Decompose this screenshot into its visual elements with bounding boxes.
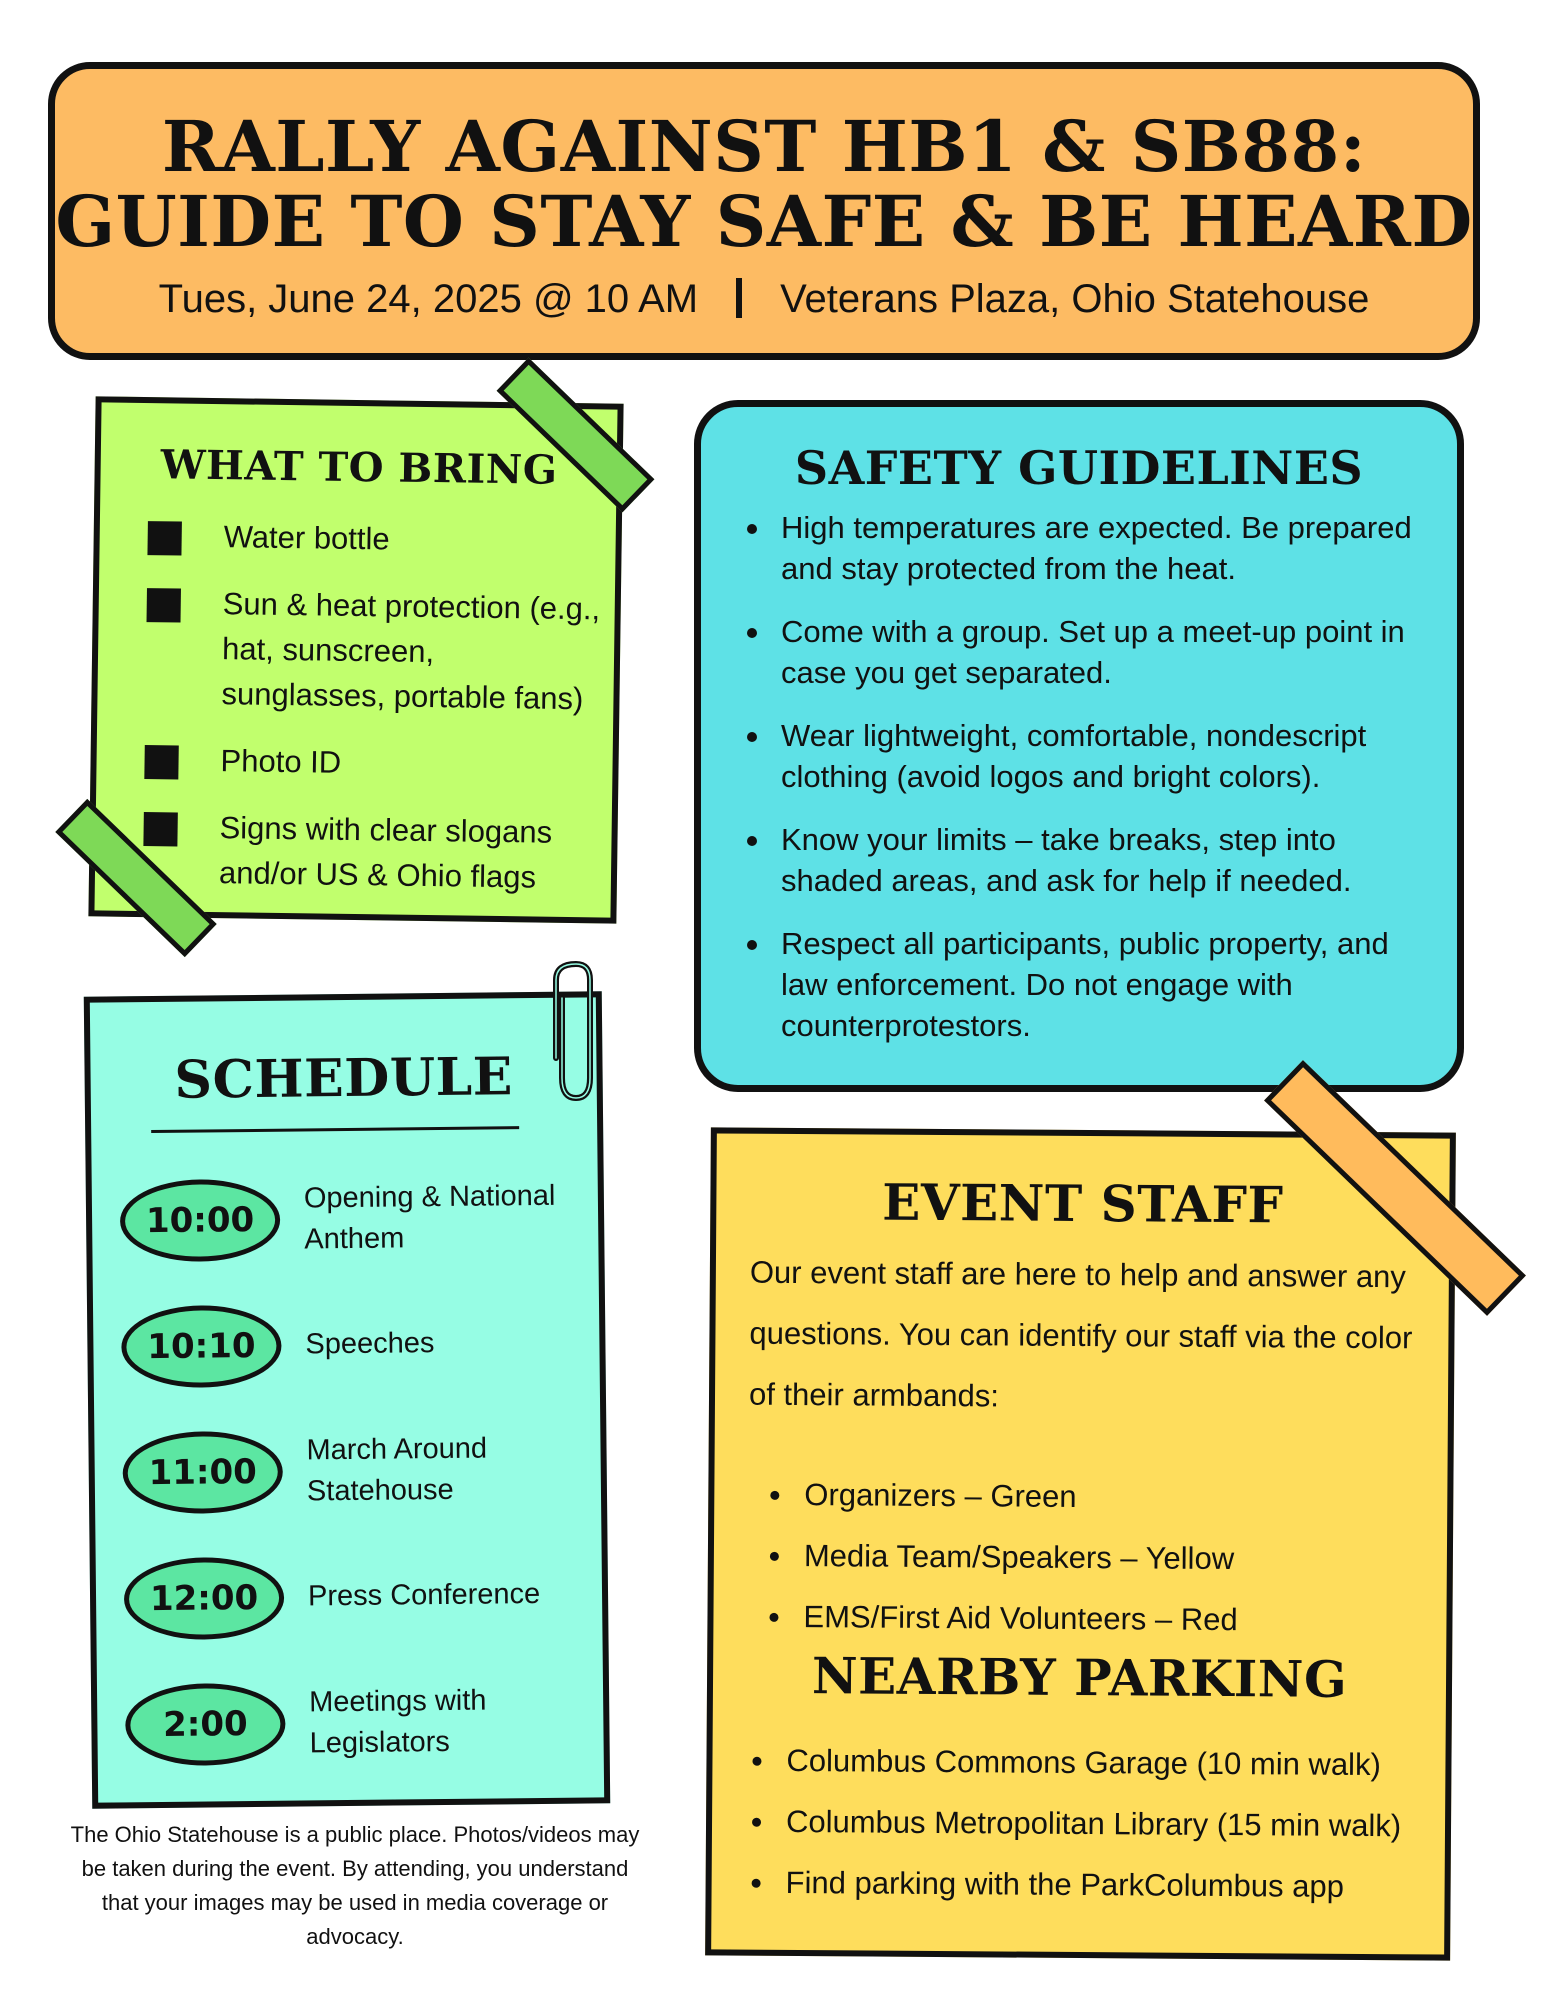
checkbox-icon xyxy=(147,588,181,622)
safety-list xyxy=(741,507,1441,1068)
schedule-slot xyxy=(124,1553,605,1648)
checkbox-icon xyxy=(143,812,177,846)
slot-label: March Around Statehouse xyxy=(306,1432,488,1508)
event-date: Tues, June 24, 2025 @ 10 AM xyxy=(158,277,699,321)
slot-label: Press Conference xyxy=(307,1577,541,1613)
bring-item xyxy=(147,513,608,564)
slot-label: Opening & National Anthem xyxy=(303,1179,556,1256)
time-pill: 10:10 xyxy=(121,1305,282,1389)
schedule-title: SCHEDULE xyxy=(174,1046,514,1111)
safety-item: Respect all participants, public property, and law enforcement. Do not engage with counterprotestors. xyxy=(741,923,1441,1046)
photo-disclaimer: The Ohio Statehouse is a public place. Photos/videos may be taken during the event. By attending, you understand that your images may be used in media coverage or advocacy. xyxy=(70,1822,640,1949)
safety-item: Wear lightweight, comfortable, nondescript clothing (avoid logos and bright colors). xyxy=(741,715,1441,797)
slot-label: Speeches xyxy=(305,1327,435,1361)
bring-item-label: Photo ID xyxy=(220,743,342,780)
schedule-slot xyxy=(122,1427,603,1522)
time-pill: 2:00 xyxy=(125,1683,286,1767)
paperclip-icon xyxy=(548,958,598,1108)
page-title-line2: GUIDE TO STAY SAFE & BE HEARD xyxy=(55,180,1473,263)
time-pill: 11:00 xyxy=(122,1431,283,1515)
event-location: Veterans Plaza, Ohio Statehouse xyxy=(780,277,1370,321)
event-staff-title: EVENT STAFF xyxy=(882,1172,1284,1235)
checkbox-icon xyxy=(144,745,178,779)
what-to-bring-card xyxy=(88,396,623,923)
armband-item: EMS/First Aid Volunteers – Red xyxy=(763,1586,1413,1652)
bring-item-label: Signs with clear slogans and/or US & Ohio flags xyxy=(218,810,553,895)
bring-item xyxy=(144,737,605,788)
time-pill: 12:00 xyxy=(124,1557,285,1641)
safety-item: Know your limits – take breaks, step into shaded areas, and ask for help if needed. xyxy=(741,819,1441,901)
safety-item: High temperatures are expected. Be prepared and stay protected from the heat. xyxy=(741,507,1441,589)
armband-list xyxy=(763,1464,1414,1652)
safety-guidelines-card xyxy=(694,400,1464,1092)
schedule-slot xyxy=(120,1175,601,1270)
parking-item: Columbus Metropolitan Library (15 min walk) xyxy=(746,1791,1446,1857)
parking-item: Find parking with the ParkColumbus app xyxy=(745,1852,1445,1918)
what-to-bring-title: WHAT TO BRING xyxy=(160,441,558,494)
divider xyxy=(736,278,742,318)
checkbox-icon xyxy=(147,521,181,555)
safety-title: SAFETY GUIDELINES xyxy=(794,441,1364,495)
bring-item-label: Sun & heat protection (e.g., hat, sunscreen, sunglasses, portable fans) xyxy=(221,586,601,717)
bring-item xyxy=(143,804,604,900)
nearby-parking-title: NEARBY PARKING xyxy=(811,1646,1348,1709)
bring-item-label: Water bottle xyxy=(223,519,390,557)
armband-item: Media Team/Speakers – Yellow xyxy=(764,1525,1414,1591)
event-staff-intro: Our event staff are here to help and answer any questions. You can identify our staff via the color of their armbands: xyxy=(748,1254,1413,1414)
slot-label: Meetings with Legislators xyxy=(308,1684,487,1760)
bring-item xyxy=(145,580,607,721)
schedule-slot xyxy=(121,1301,602,1396)
schedule-card xyxy=(84,991,610,1808)
event-details xyxy=(55,277,1473,322)
time-pill: 10:00 xyxy=(120,1179,281,1263)
title-underline xyxy=(151,1126,519,1133)
parking-item: Columbus Commons Garage (10 min walk) xyxy=(746,1730,1446,1796)
page-title-line1: RALLY AGAINST HB1 & SB88: xyxy=(161,105,1367,188)
event-staff-card xyxy=(705,1127,1456,1960)
header-banner xyxy=(48,62,1480,360)
safety-item: Come with a group. Set up a meet-up point in case you get separated. xyxy=(741,611,1441,693)
parking-list xyxy=(745,1730,1446,1918)
bring-list xyxy=(142,513,608,922)
schedule-slot xyxy=(125,1679,606,1774)
armband-item: Organizers – Green xyxy=(764,1464,1414,1530)
